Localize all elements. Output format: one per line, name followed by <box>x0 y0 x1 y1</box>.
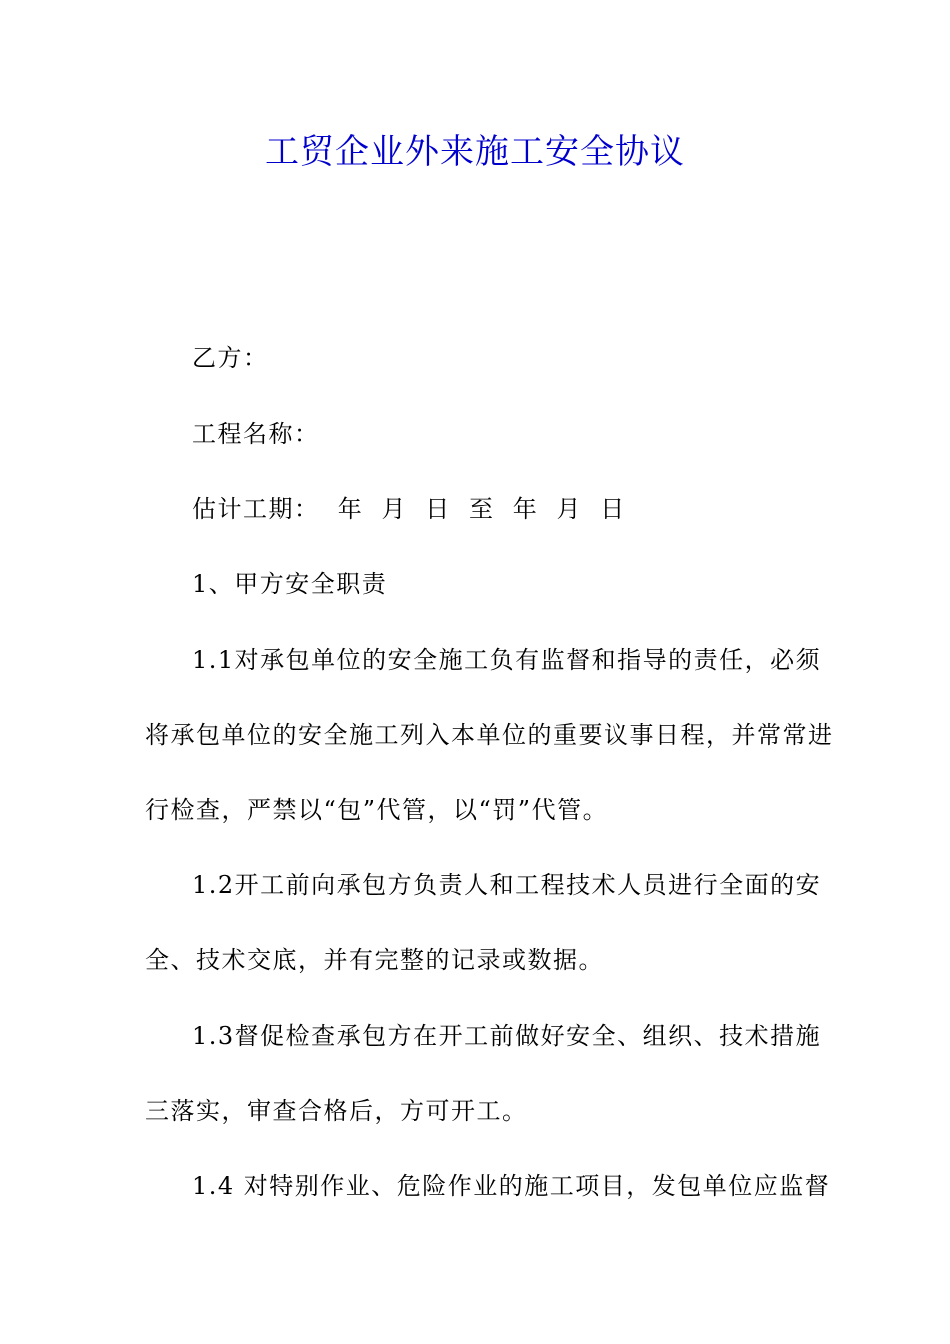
document-title: 工贸企业外来施工安全协议 <box>265 132 685 172</box>
clause-line: 三落实，审查合格后，方可开工。 <box>145 1097 528 1125</box>
party-b-field: 乙方： <box>192 344 269 372</box>
clause-line: 1.3督促检查承包方在开工前做好安全、组织、技术措施 <box>192 1022 822 1050</box>
clause-line: 将承包单位的安全施工列入本单位的重要议事日程，并常常进 <box>145 721 834 749</box>
clause-line: 1.4 对特别作业、危险作业的施工项目，发包单位应监督 <box>192 1172 831 1200</box>
clause-line: 1.2开工前向承包方负责人和工程技术人员进行全面的安 <box>192 871 822 899</box>
clause-line: 1.1对承包单位的安全施工负有监督和指导的责任，必须 <box>192 646 822 674</box>
estimated-period-field: 估计工期： 年 月 日 至 年 月 日 <box>192 495 626 523</box>
clause-line: 全、技术交底，并有完整的记录或数据。 <box>145 946 604 974</box>
project-name-field: 工程名称： <box>192 420 320 448</box>
clause-line: 行检查，严禁以“包”代管，以“罚”代管。 <box>145 796 609 824</box>
section-heading: 1、甲方安全职责 <box>192 570 388 598</box>
